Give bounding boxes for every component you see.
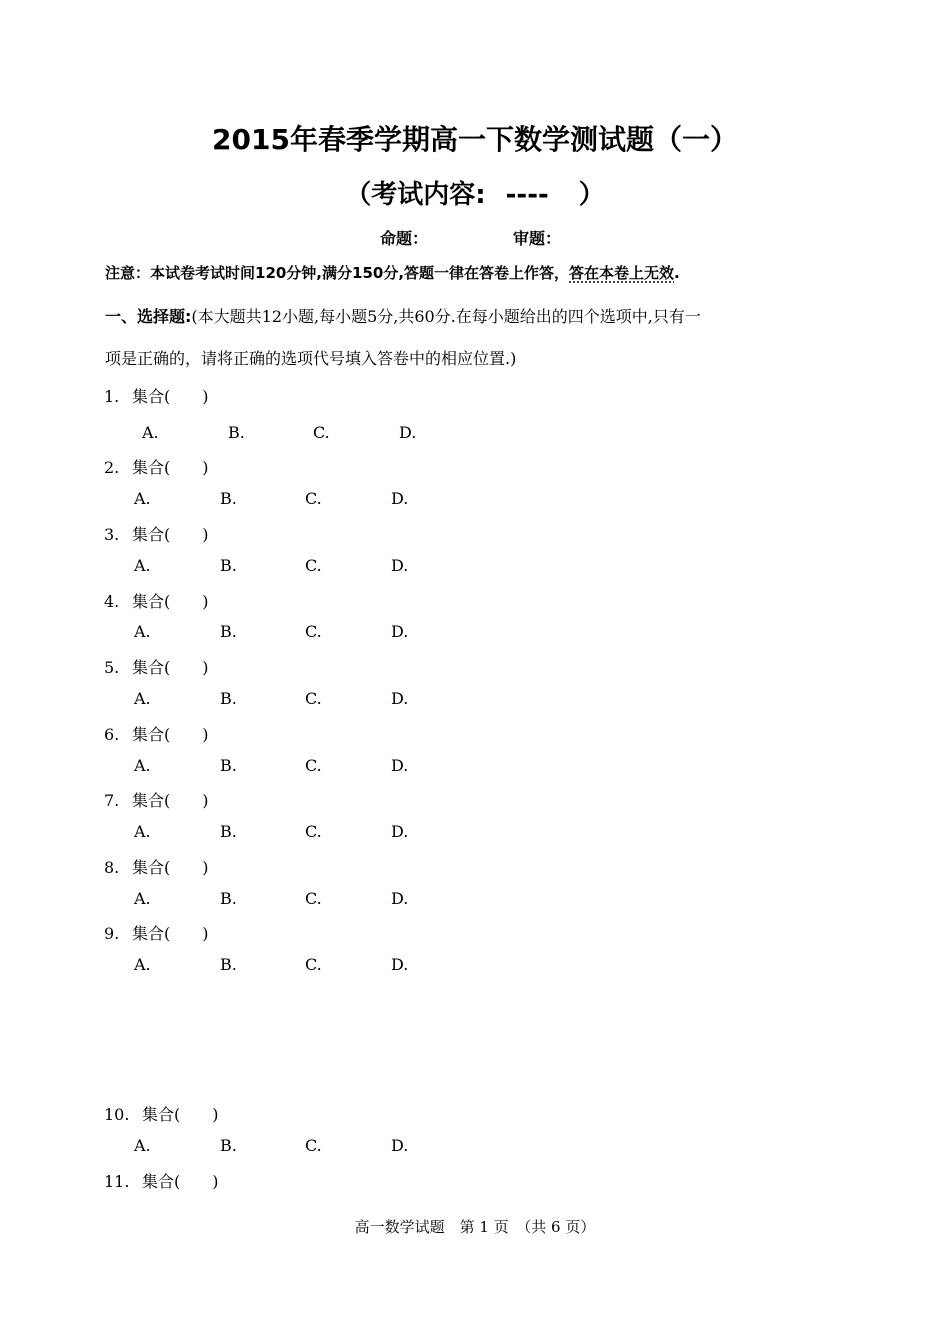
question-6-option-b: B. — [220, 756, 237, 775]
question-9-option-b: B. — [220, 955, 237, 974]
question-10-option-a: A. — [134, 1136, 151, 1155]
question-stem: 集合( ) — [132, 658, 209, 677]
question-4-option-c: C. — [305, 622, 322, 641]
question-number: 4. — [104, 592, 120, 611]
question-3 — [104, 522, 209, 545]
question-5-option-d: D. — [391, 689, 409, 708]
question-number: 11. — [104, 1172, 130, 1191]
question-7-option-c: C. — [305, 822, 322, 841]
question-number: 2. — [104, 458, 120, 477]
question-stem: 集合( ) — [132, 924, 209, 943]
section-heading: 一、选择题: — [105, 307, 192, 326]
question-1-option-c: C. — [313, 423, 330, 442]
section-intro-1: (本大题共12小题,每小题5分,共60分.在每小题给出的四个选项中,只有一 — [191, 307, 701, 326]
question-number: 1. — [104, 387, 120, 406]
question-number: 6. — [104, 725, 120, 744]
question-4-option-b: B. — [220, 622, 237, 641]
question-8-option-d: D. — [391, 889, 409, 908]
question-8-option-c: C. — [305, 889, 322, 908]
question-1-option-b: B. — [228, 423, 245, 442]
notice-end: . — [674, 264, 680, 282]
question-7-option-d: D. — [391, 822, 409, 841]
question-8 — [104, 855, 209, 878]
question-1-option-d: D. — [399, 423, 417, 442]
question-9-option-a: A. — [134, 955, 151, 974]
question-stem: 集合( ) — [132, 525, 209, 544]
question-4-option-d: D. — [391, 622, 409, 641]
question-8-option-a: A. — [134, 889, 151, 908]
reviewer-label: 审题： — [513, 229, 562, 248]
question-3-option-d: D. — [391, 556, 409, 575]
question-5-option-a: A. — [134, 689, 151, 708]
page-footer: 高一数学试题 第 1 页 （共 6 页） — [354, 1218, 596, 1236]
notice-text: 注意：本试卷考试时间120分钟,满分150分,答题一律在答卷上作答， — [105, 264, 570, 282]
question-7 — [104, 788, 209, 811]
question-10 — [104, 1102, 219, 1125]
question-11 — [104, 1169, 219, 1192]
page-title: 2015年春季学期高一下数学测试题（一） — [212, 123, 738, 156]
question-3-option-b: B. — [220, 556, 237, 575]
question-4 — [104, 589, 209, 612]
question-6 — [104, 722, 209, 745]
question-stem: 集合( ) — [132, 387, 209, 406]
question-8-option-b: B. — [220, 889, 237, 908]
question-2-option-a: A. — [134, 489, 151, 508]
question-1-option-a: A. — [142, 423, 159, 442]
question-stem: 集合( ) — [142, 1172, 219, 1191]
question-2-option-c: C. — [305, 489, 322, 508]
question-stem: 集合( ) — [132, 725, 209, 744]
question-10-option-c: C. — [305, 1136, 322, 1155]
question-number: 5. — [104, 658, 120, 677]
question-stem: 集合( ) — [132, 858, 209, 877]
exam-content-line — [0, 174, 950, 211]
question-1 — [104, 384, 209, 407]
exam-content-value: ---- — [505, 180, 549, 210]
question-9-option-c: C. — [305, 955, 322, 974]
question-number: 7. — [104, 791, 120, 810]
exam-content-close: ） — [578, 180, 605, 210]
question-5 — [104, 655, 209, 678]
question-stem: 集合( ) — [132, 791, 209, 810]
question-2 — [104, 455, 209, 478]
question-6-option-a: A. — [134, 756, 151, 775]
question-2-option-d: D. — [391, 489, 409, 508]
question-10-option-b: B. — [220, 1136, 237, 1155]
question-2-option-b: B. — [220, 489, 237, 508]
section-intro-2: 项是正确的，请将正确的选项代号填入答卷中的相应位置.) — [105, 349, 517, 368]
question-3-option-a: A. — [134, 556, 151, 575]
question-number: 8. — [104, 858, 120, 877]
question-5-option-c: C. — [305, 689, 322, 708]
question-6-option-d: D. — [391, 756, 409, 775]
question-9-option-d: D. — [391, 955, 409, 974]
question-3-option-c: C. — [305, 556, 322, 575]
question-number: 3. — [104, 525, 120, 544]
notice-emphasis: 答在本卷上无效 — [569, 264, 675, 282]
author-label: 命题： — [380, 229, 429, 248]
question-6-option-c: C. — [305, 756, 322, 775]
exam-content-label: （考试内容: — [345, 180, 486, 210]
question-5-option-b: B. — [220, 689, 237, 708]
question-number: 10. — [104, 1105, 130, 1124]
question-9 — [104, 921, 209, 944]
question-7-option-a: A. — [134, 822, 151, 841]
question-stem: 集合( ) — [132, 458, 209, 477]
question-stem: 集合( ) — [132, 592, 209, 611]
question-4-option-a: A. — [134, 622, 151, 641]
question-number: 9. — [104, 924, 120, 943]
exam-notice — [105, 262, 680, 283]
section-heading-line — [105, 304, 701, 327]
question-10-option-d: D. — [391, 1136, 409, 1155]
question-stem: 集合( ) — [142, 1105, 219, 1124]
question-7-option-b: B. — [220, 822, 237, 841]
